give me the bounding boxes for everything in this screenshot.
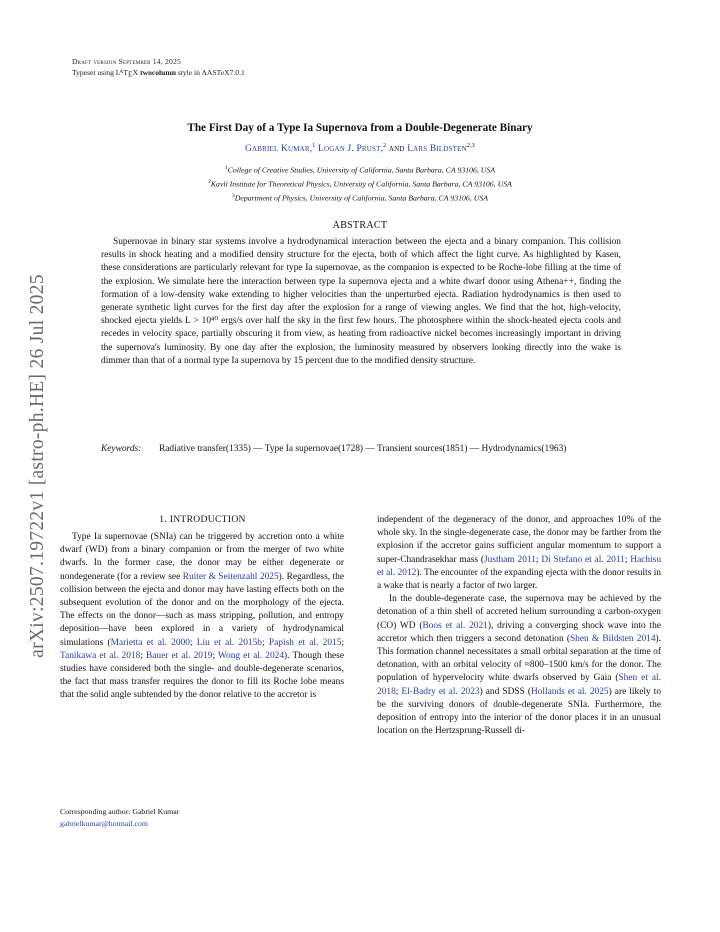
citation-link[interactable]: Hollands et al. 2025: [530, 686, 609, 697]
citation-link[interactable]: Ruiter & Seitenzahl 2025: [182, 571, 279, 582]
citation-link[interactable]: Liu et al. 2015b: [196, 637, 262, 648]
keywords-label: Keywords:: [101, 444, 142, 454]
abstract-body: Supernovae in binary star systems involve a hydrodynamical interaction between the ejecta and a binary companion. This collision results in shock heating and a modified density structure for the ejecta, both of which affect the light curve. As highlighted by Kasen, these considerations are particularly relevant for type Ia supernovae, as the companion is expected to be Roche-lobe filling at the time of the explosion. We simulate here the interaction between type Ia supernova ejecta and a white dwarf donor using Athena++, finding the formation of a low-density wake extending to higher velocities than the unperturbed ejecta. Radiation hydrodynamics is then used to generate synthetic light curves for the first day after the explosion for a range of viewing angles. We find that the hot, high-velocity, shocked ejecta yields L > 10⁴⁰ ergs/s over half the sky in the first few hours. The photosphere within the shock-heated ejecta cools and recedes in velocity space, partially obscuring it from view, as heating from radioactive nickel becomes increasingly important in driving the supernova's luminosity. By one day after the explosion, the luminosity measured by observers looking directly into the wake is dimmer than that of a normal type Ia supernova by 15 percent due to the modified density structure.: [101, 237, 621, 366]
author-list: Gabriel Kumar,$^1$ Logan J. Prust,$^2$ and Lars Bildsten$^{2,3}$: [244, 143, 475, 155]
citation-link[interactable]: Marietta et al. 2000: [110, 637, 190, 648]
citation-link[interactable]: Boos et al. 2021: [422, 620, 488, 631]
draft-date: Draft version September 14, 2025: [72, 57, 181, 66]
corresponding-author-footnote: [60, 806, 179, 830]
author-link[interactable]: Gabriel Kumar,: [244, 144, 313, 155]
author-conjunction: and: [388, 144, 405, 155]
author-link[interactable]: Logan J. Prust,: [318, 144, 384, 155]
citation-link[interactable]: Wong et al. 2024: [217, 650, 285, 661]
email-link[interactable]: gabrielkumar@hotmail.com: [60, 819, 148, 828]
citation-link[interactable]: Bauer et al. 2019: [146, 650, 213, 661]
left-column: [60, 531, 344, 703]
citation-link[interactable]: Hachisu et al. 2012: [377, 554, 662, 578]
paragraph: Type Ia supernovae (SNIa) can be triggered by accretion onto a white dwarf (WD) from a binary companion or from the merger of two white dwarfs. In the former case, the donor may be either degenerate or nondegenerate (for a review see Ruiter & Seitenzahl 2025). Regardless, the collision between the ejecta and donor may have lasting effects both on the subsequent evolution of the donor and on the morphology of the ejecta. The effects on the donor—such as mass stripping, pollution, and entropy deposition—have been explored in a variety of hydrodynamical simulations (Marietta et al. 2000; Liu et al. 2015b; Papish et al. 2015; Tanikawa et al. 2018; Bauer et al. 2019; Wong et al. 2024). Though these studies have considered both the single- and double-degenerate scenarios, the fact that mass transfer requires the donor to fill its Roche lobe means that the solid angle subtended by the donor relative to the accretor is: [60, 532, 345, 701]
keywords: [101, 442, 621, 456]
citation-link[interactable]: Di Stefano et al. 2011: [541, 554, 625, 565]
citation-link[interactable]: Papish et al. 2015: [268, 637, 342, 648]
citation-link[interactable]: Tanikawa et al. 2018: [60, 650, 141, 661]
arxiv-identifier: arXiv:2507.19722v1 [astro-ph.HE] 26 Jul 2025: [27, 274, 48, 658]
paragraph: In the double-degenerate case, the supernova may be achieved by the detonation of a thin shell of accreted helium surrounding a carbon-oxygen (CO) WD (Boos et al. 2021), driving a converging shock wave into the accretor which then triggers a second detonation (Shen & Bildsten 2014). This formation channel necessitates a small orbital separation at the time of detonation, with an orbital velocity of ≈800–1500 km/s for the donor. The population of hypervelocity white dwarfs observed by Gaia (Shen et al. 2018; El-Badry et al. 2023) and SDSS (Hollands et al. 2025) are likely to be the surviving donors of double-degenerate SNIa. Furthermore, the deposition of entropy into the interior of the donor places it in an unusual location on the Hertzsprung-Russell di-: [377, 594, 662, 737]
citation-link[interactable]: Justham 2011: [483, 554, 536, 565]
right-column: [377, 514, 661, 738]
affiliation: $^2$Kavli Institute for Theoretical Physics, University of California, Santa Barbara, CA 93106, USA: [208, 179, 512, 189]
author-link[interactable]: Lars Bildsten: [407, 144, 467, 155]
citation-link[interactable]: El-Badry et al. 2023: [401, 686, 480, 697]
affiliation: $^1$College of Creative Studies, University of California, Santa Barbara, CA 93106, USA: [224, 165, 496, 175]
section-heading: 1. INTRODUCTION: [159, 514, 246, 525]
arxiv-stamp: [14, 236, 62, 696]
citation-link[interactable]: Shen & Bildsten 2014: [569, 633, 656, 644]
keywords-list: Radiative transfer(1335) — Type Ia supernovae(1728) — Transient sources(1851) — Hydrodynamics(1963): [159, 444, 567, 454]
corresponding-author: Corresponding author: Gabriel Kumar: [60, 807, 180, 816]
citation-link[interactable]: Shen et al. 2018: [377, 673, 661, 697]
abstract-heading: ABSTRACT: [332, 220, 388, 231]
affiliation: $^3$Department of Physics, University of California, Santa Barbara, CA 93106, USA: [232, 193, 488, 203]
running-header: [72, 56, 245, 80]
paragraph: independent of the degeneracy of the donor, and approaches 10% of the whole sky. In the single-degenerate case, the donor may be farther from the explosion if the accretor gains sufficient angular momentum to support a super-Chandrasekhar mass (Justham 2011; Di Stefano et al. 2011; Hachisu et al. 2012). The encounter of the expanding ejecta with the donor results in a wake that is nearly a factor of two larger.: [377, 515, 662, 592]
paper-title: The First Day of a Type Ia Supernova from a Double-Degenerate Binary: [187, 122, 533, 134]
typeset-line: Typeset using $L^ATEX$ twocolumn style in AASTeX7.0.1: [72, 68, 245, 79]
